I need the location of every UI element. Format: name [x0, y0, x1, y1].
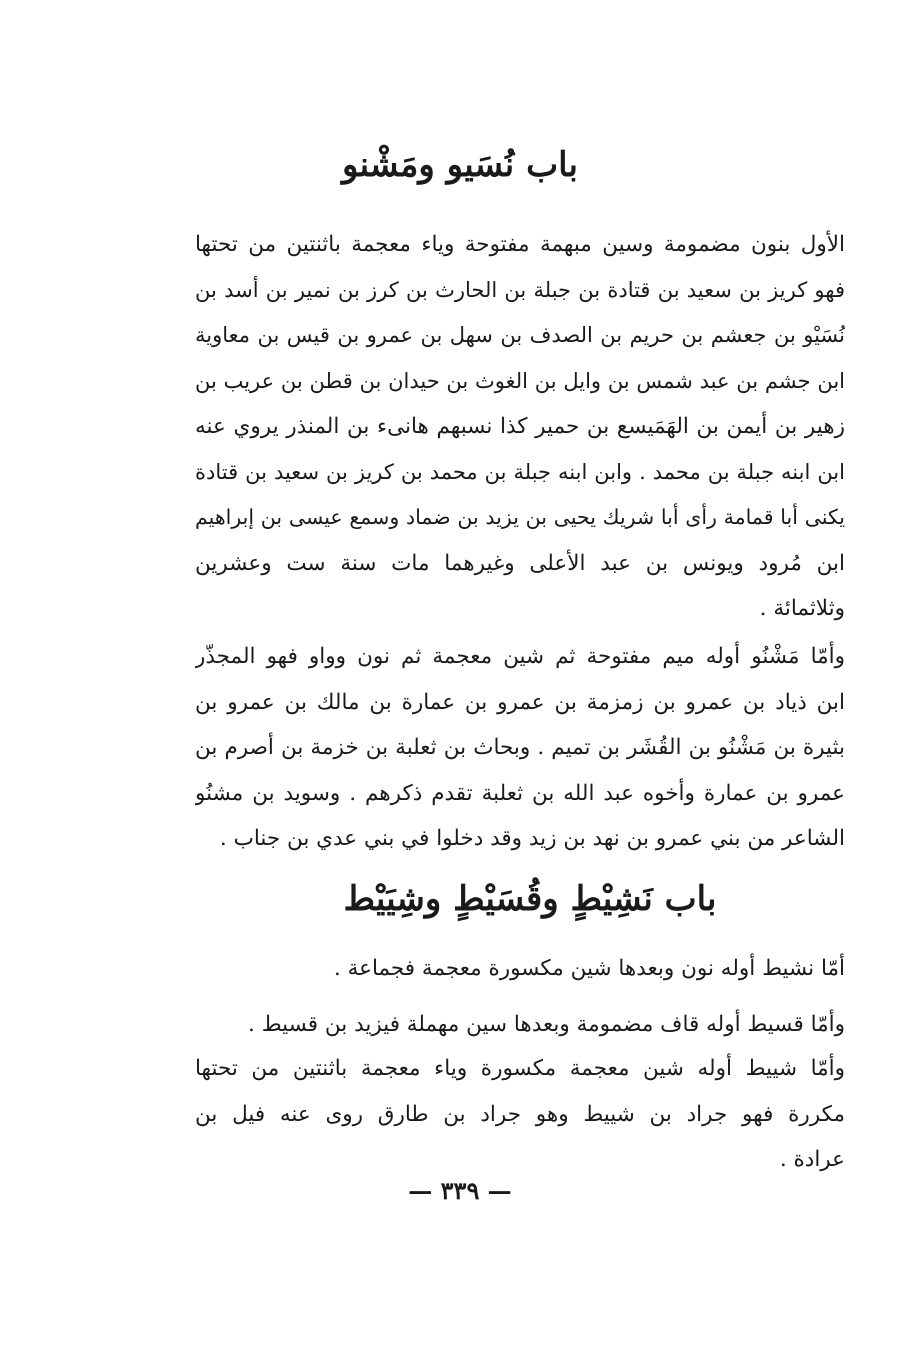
text-line: زهير بن أيمن بن الهَمَيسع بن حمير كذا نسبهم هانىء بن المنذر يروي عنه [195, 414, 845, 439]
section-title-nashit-qusayt-shiyayt: باب نَشِيْطٍ وقُسَيْطٍ وشِيَيْط [343, 879, 717, 919]
page-number: — ٣٣٩ — [408, 1176, 512, 1205]
paragraph-mashnu [195, 634, 845, 862]
text-line: بثيرة بن مَشْنُو بن القُشَر بن تميم . وبحاث بن ثعلبة بن خزمة بن أصرم بن [195, 735, 845, 760]
text-line: عرادة . [779, 1147, 845, 1172]
paragraph-qusayt [195, 1002, 845, 1048]
text-line: وثلاثمائة . [759, 596, 845, 621]
text-line: الشاعر من بني عمرو بن نهد بن زيد وقد دخلوا في بني عدي بن جناب . [219, 826, 845, 851]
section-title-nusayw-mashnu: باب نُسَيو ومَشْنو [342, 145, 578, 185]
text-line: أمّا نشيط أوله نون وبعدها شين مكسورة معجمة فجماعة . [333, 956, 845, 981]
text-line: نُسَيْو بن جعشم بن حريم بن الصدف بن سهل بن عمرو بن قيس بن معاوية [195, 323, 845, 347]
text-line: عمرو بن عمارة وأخوه عبد الله بن ثعلبة تقدم ذكرهم . وسويد بن مشنُو [195, 780, 845, 806]
text-line: ابن ذياد بن عمرو بن زمزمة بن عمرو بن عمارة بن مالك بن عمرو بن [195, 689, 845, 715]
text-line: ابن جشم بن عبد شمس بن وايل بن الغوث بن حيدان بن قطن بن عريب بن [195, 368, 845, 393]
paragraph-nusayw [195, 222, 845, 632]
text-line: مكررة فهو جراد بن شييط وهو جراد بن طارق روى عنه فيل بن [195, 1101, 845, 1127]
text-line: ابن مُرود ويونس بن عبد الأعلى وغيرهما مات سنة ست وعشرين [195, 550, 845, 576]
text-line: وأمّا مَشْنُو أوله ميم مفتوحة ثم شين معجمة ثم نون وواو فهو المجذّر [195, 644, 845, 669]
text-line: يكنى أبا قمامة رأى أبا شريك يحيى بن يزيد بن ضماد وسمع عيسى بن إبراهيم [195, 505, 845, 529]
text-line: الأول بنون مضمومة وسين مبهمة مفتوحة وياء معجمة باثنتين من تحتها [195, 232, 845, 257]
paragraph-shiyayt [195, 1046, 845, 1183]
paragraph-nashit [195, 946, 845, 992]
text-line: فهو كريز بن سعيد بن قتادة بن جبلة بن الحارث بن كرز بن نمير بن أسد بن [195, 277, 845, 302]
text-line: وأمّا شييط أوله شين معجمة مكسورة وياء معجمة باثنتين من تحتها [195, 1056, 845, 1081]
text-line: وأمّا قسيط أوله قاف مضمومة وبعدها سين مهملة فيزيد بن قسيط . [248, 1012, 845, 1037]
text-line: ابن ابنه جبلة بن محمد . وابن ابنه جبلة بن محمد بن كريز بن سعيد بن قتادة [195, 459, 845, 484]
